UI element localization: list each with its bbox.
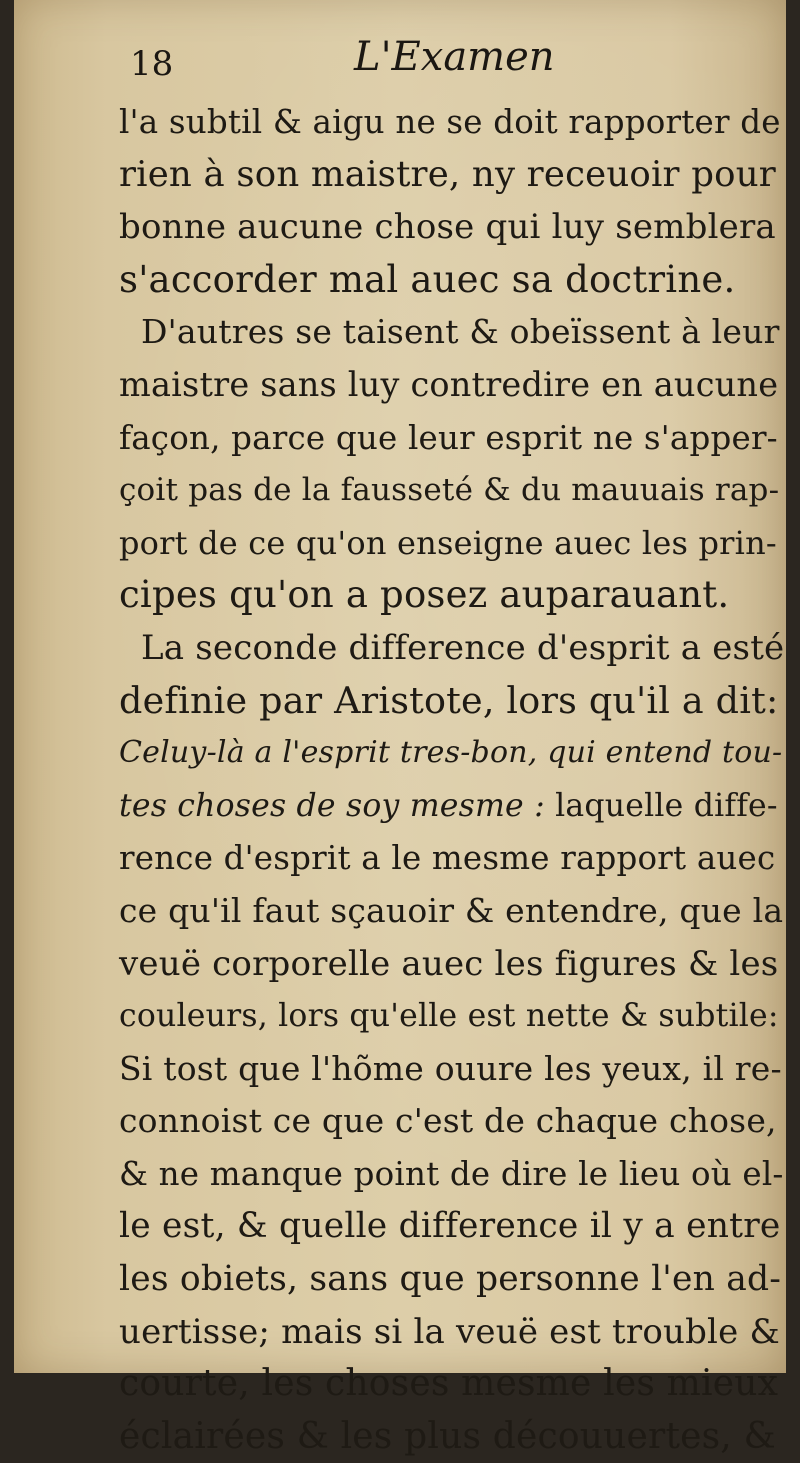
text-line: courte, les choses mesme les mieux <box>119 1363 779 1405</box>
text-line-mixed <box>119 780 779 833</box>
running-head <box>130 30 770 90</box>
text-line: les obiets, sans que personne l'en ad- <box>119 1259 782 1300</box>
text-line: s'accorder mal auec sa doctrine. <box>119 257 736 301</box>
text-line: La seconde difference d'esprit a esté <box>141 627 785 668</box>
page-number: 18 <box>130 44 174 84</box>
text-line: couleurs, lors qu'elle est nette & subtile: <box>119 998 779 1035</box>
running-title: L'Examen <box>354 34 555 80</box>
text-line: façon, parce que leur esprit ne s'apper- <box>119 418 778 457</box>
text-line: éclairées & les plus découuertes, & <box>119 1415 776 1457</box>
text-line: uertisse; mais si la veuë est trouble & <box>119 1311 780 1352</box>
text-line: & ne manque point de dire le lieu où el- <box>119 1154 784 1193</box>
quoted-fragment: tes choses de soy mesme : <box>119 787 545 824</box>
text-line: veuë corporelle auec les figures & les <box>119 943 779 984</box>
text-line: port de ce qu'on enseigne auec les prin- <box>119 523 777 562</box>
body-text <box>119 96 785 1463</box>
text-line: definie par Aristote, lors qu'il a dit: <box>119 678 779 722</box>
text-line: Si tost que l'hõme ouure les yeux, il re- <box>119 1048 782 1088</box>
text-line: D'autres se taisent & obeïssent à leur <box>141 312 780 352</box>
text-line: cipes qu'on a posez auparauant. <box>119 573 730 617</box>
text-line: rence d'esprit a le mesme rapport auec <box>119 839 776 878</box>
quoted-line: Celuy-là a l'esprit tres-bon, qui entend tou- <box>119 735 783 771</box>
text-line: çoit pas de la fausseté & du mauuais rap- <box>119 472 780 509</box>
text-line: le est, & quelle difference il y a entre <box>119 1206 781 1247</box>
text-fragment: laquelle diffe- <box>544 787 778 824</box>
text-line: l'a subtil & aigu ne se doit rapporter de <box>119 103 781 141</box>
text-line: ce qu'il faut sçauoir & entendre, que la <box>119 890 784 930</box>
text-line: bonne aucune chose qui luy semblera <box>119 207 776 248</box>
text-line: connoist ce que c'est de chaque chose, <box>119 1101 777 1141</box>
text-line: maistre sans luy contredire en aucune <box>119 364 779 404</box>
text-line: rien à son maistre, ny receuoir pour <box>119 153 776 195</box>
book-page <box>14 0 786 1457</box>
